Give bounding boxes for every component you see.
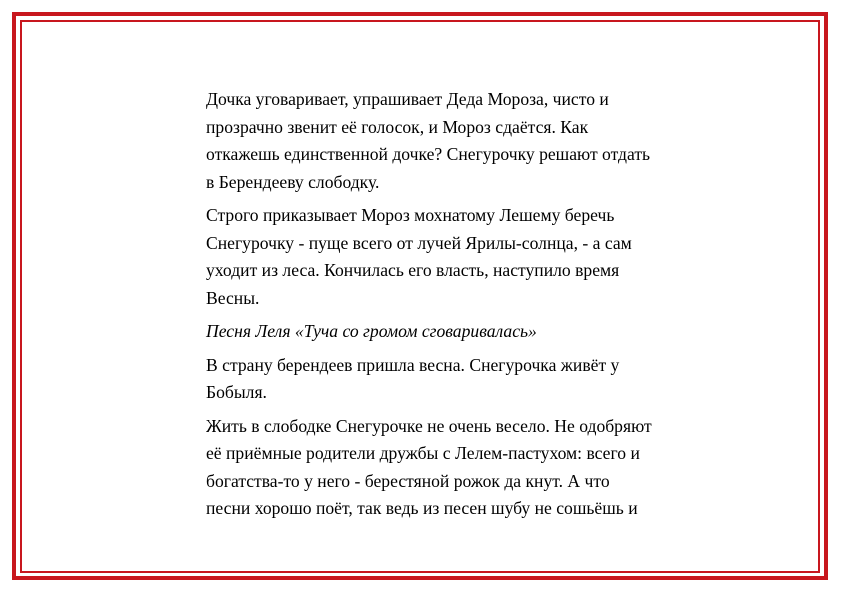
text-line: уходит из леса. Кончилась его власть, наступило время <box>206 260 620 280</box>
paragraph-2 <box>206 202 726 312</box>
text-line: Песня Леля «Туча со громом сговаривалась» <box>206 321 537 341</box>
text-line: богатства-то у него - берестяной рожок да кнут. А что <box>206 470 610 491</box>
paragraph-1 <box>206 86 726 196</box>
text-line: песни хорошо поёт, так ведь из песен шубу не сошьёшь и <box>206 498 638 518</box>
text-line: Жить в слободке Снегурочке не очень весело. Не одобряют <box>206 415 652 436</box>
paragraph-4 <box>206 413 726 523</box>
text-line: откажешь единственной дочке? Снегурочку решают отдать <box>206 144 651 164</box>
paragraph-3 <box>206 352 726 407</box>
document-body <box>206 86 726 529</box>
text-line: Бобыля. <box>206 382 267 402</box>
text-line: Строго приказывает Мороз мохнатому Лешему беречь <box>206 205 615 225</box>
text-line: Дочка уговаривает, упрашивает Деда Мороза, чисто и <box>206 89 609 109</box>
text-line: Весны. <box>206 287 260 308</box>
text-line: прозрачно звенит её голосок, и Мороз сдаётся. Как <box>206 116 589 137</box>
text-line: Снегурочку - пуще всего от лучей Ярилы-солнца, - а сам <box>206 232 632 253</box>
text-line: в Берендееву слободку. <box>206 171 380 192</box>
song-title <box>206 318 726 346</box>
text-line: её приёмные родители дружбы с Лелем-пастухом: всего и <box>206 443 640 463</box>
text-line: В страну берендеев пришла весна. Снегурочка живёт у <box>206 354 620 375</box>
